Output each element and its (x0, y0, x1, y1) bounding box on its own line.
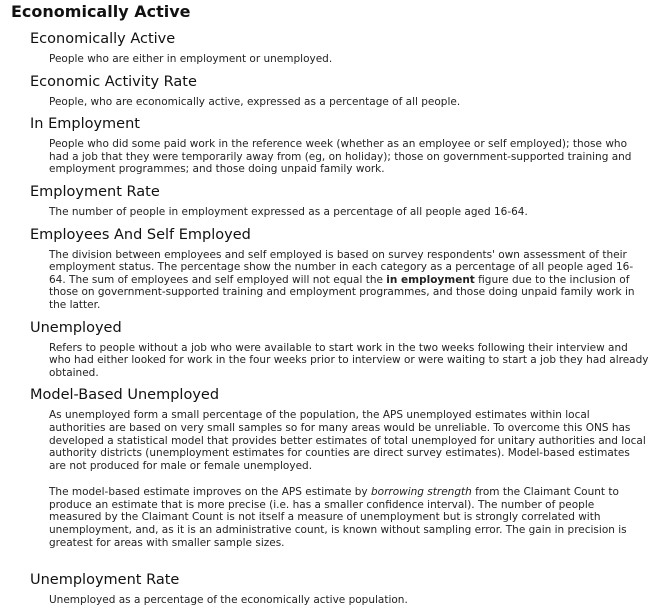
term-economically-active (30, 30, 661, 66)
term-title: Economically Active (30, 31, 176, 47)
definition-text-part: The division between employees and self employed is based on survey respondents' own assessment of their employment status. The percentage show the number in each category as a percentage of all people aged 16-64. The sum of employees and self employed will not equal the (49, 248, 634, 286)
term-definition (49, 409, 649, 549)
glossary-page (11, 0, 661, 614)
definition-text: Refers to people without a job who were available to start work in the two weeks following their interview and who had either looked for work in the four weeks prior to interview or were waiting to start a job they had already obtained. (49, 341, 649, 379)
definition-bold-term: in employment (386, 273, 475, 286)
definition-text: People, who are economically active, expressed as a percentage of all people. (49, 95, 461, 108)
term-definition (49, 206, 649, 219)
definition-text: People who are either in employment or unemployed. (49, 53, 333, 65)
term-unemployed (30, 319, 661, 380)
definition-italic-term: borrowing strength (371, 486, 472, 499)
term-unemployment-rate (30, 571, 661, 607)
term-definition (49, 138, 649, 176)
definition-paragraph-1: As unemployed form a small percentage of the population, the APS unemployed estimates within local authorities are based on very small samples so for many areas would be unreliable. To overcome this ONS has developed a statistical model that provides better estimates of total unemployed for unitary authorities and local authority districts (unemployment estimates for counties are direct survey estimates). Model-based estimates are not produced for male or female unemployed. (49, 409, 646, 472)
term-title: In Employment (30, 116, 140, 133)
term-definition (49, 53, 649, 66)
term-definition (49, 249, 649, 312)
definition-text: The number of people in employment expressed as a percentage of all people aged 16-64. (49, 205, 528, 218)
term-title: Employment Rate (30, 183, 160, 200)
term-definition (49, 594, 649, 607)
term-title: Unemployed (30, 319, 122, 336)
term-definition (49, 342, 649, 380)
term-economic-activity-rate (30, 73, 661, 109)
definition-text-part: from the Claimant Count to produce an estimate that is more precise (i.e. has a smaller confidence interval). The number of people measured by the Claimant Count is not itself a measure of unemployment but is strongly correlated with unemployment, and, as it is an administrative count, is known without sampling error. The gain in precision is greatest for areas with smaller sample sizes. (49, 486, 627, 549)
term-title: Economic Activity Rate (30, 73, 197, 90)
term-definition (49, 96, 649, 109)
definition-text: People who did some paid work in the reference week (whether as an employee or self employed); those who had a job that they were temporarily away from (eg, on holiday); those on government-supported training and employment programmes; and those doing unpaid family work. (49, 138, 632, 176)
term-title: Model-Based Unemployed (30, 387, 220, 404)
term-employees-and-self-employed (30, 226, 661, 312)
definition-text (49, 249, 649, 312)
definition-paragraph-2 (49, 486, 649, 549)
definition-text: Unemployed as a percentage of the economically active population. (49, 594, 408, 607)
term-title: Unemployment Rate (30, 572, 180, 589)
definition-text-part: The model-based estimate improves on the APS estimate by (49, 486, 371, 499)
term-title: Employees And Self Employed (30, 226, 251, 243)
term-employment-rate (30, 183, 661, 219)
page-title: Economically Active (11, 2, 191, 21)
term-model-based-unemployed (30, 386, 661, 549)
term-in-employment (30, 115, 661, 176)
definition-text-part: figure due to the inclusion of those on government-supported training and employment programmes, and those doing unpaid family work in the latter. (49, 273, 635, 311)
